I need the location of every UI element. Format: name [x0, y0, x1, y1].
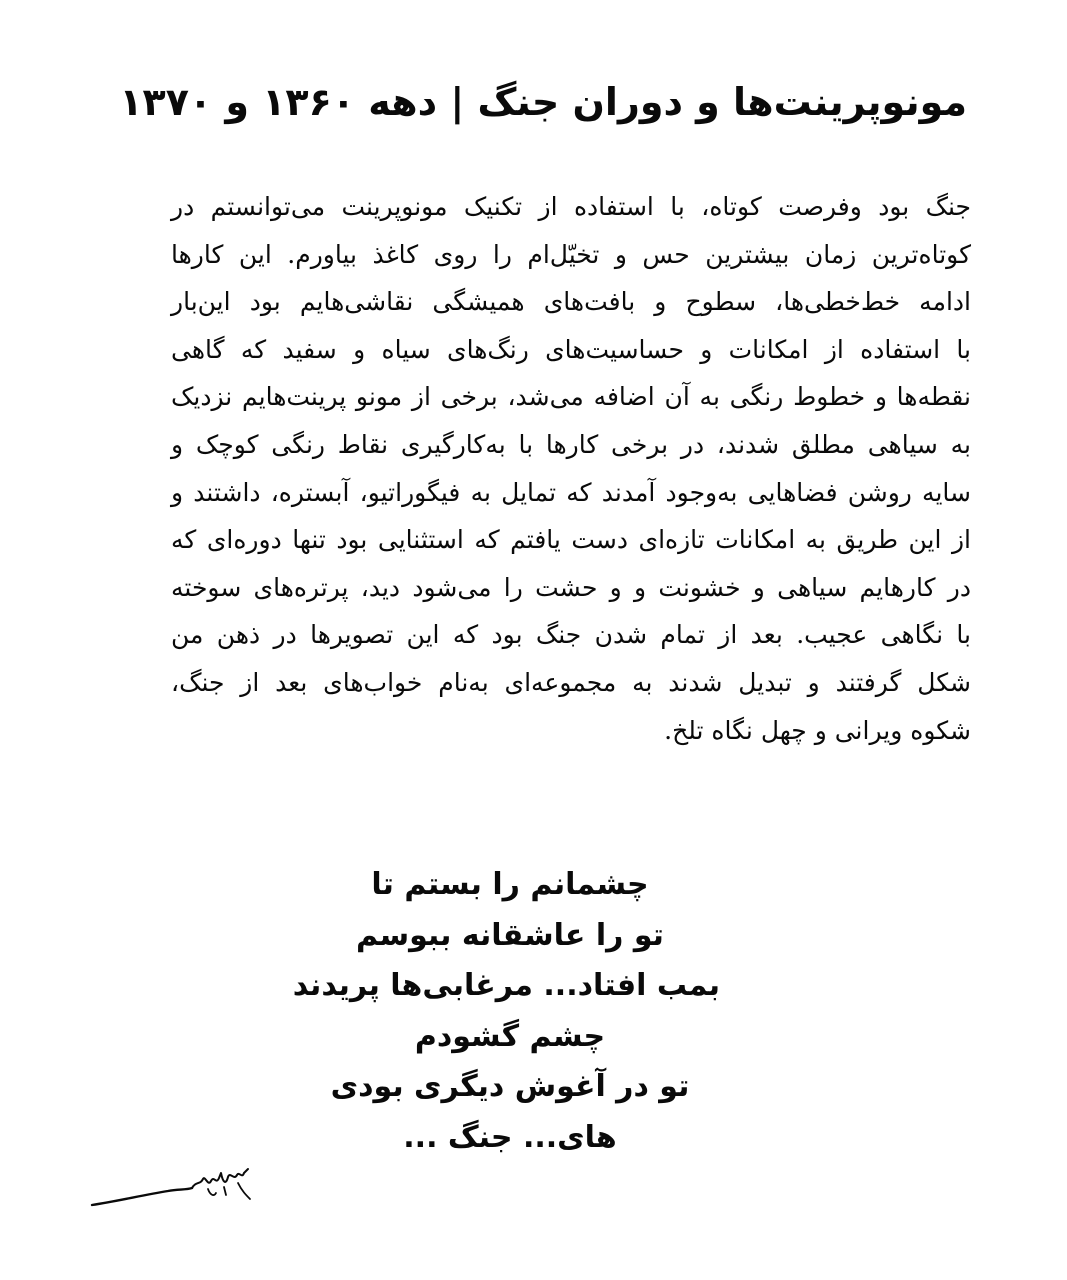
poem — [292, 860, 720, 1163]
signature-tail-stroke — [92, 1188, 192, 1205]
paragraph-line: سایه روشن فضاهایی به‌وجود آمدند که تمایل به فیگوراتیو، آبستره، داشتند و — [171, 477, 971, 507]
document-title: مونوپرینت‌ها و دوران جنگ | دهه ۱۳۶۰ و ۱۳۷۰ — [119, 80, 967, 124]
paragraph-line: ادامه خط‌خطی‌ها، سطوح و بافت‌های همیشگی نقاشی‌هایم بود این‌بار — [171, 287, 971, 317]
paragraph-line: شکل گرفتند و تبدیل شدند به مجموعه‌ای به‌نام خواب‌های بعد از جنگ، — [171, 667, 971, 697]
paragraph-line: در کارهایم سیاهی و خشونت و و حشت را می‌شود دید، پرتره‌های سوخته — [171, 572, 971, 602]
paragraph-line: شکوه ویرانی و چهل نگاه تلخ. — [664, 715, 971, 745]
poem-verse: چشمانم را بستم تا — [371, 867, 649, 902]
body-paragraph — [171, 183, 971, 754]
signature — [88, 1165, 258, 1215]
poem-verse: های... جنگ ... — [403, 1119, 617, 1155]
poem-verse: بمب افتاد... مرغابی‌ها پریدند — [292, 968, 720, 1003]
signature-flourish-stroke — [208, 1183, 250, 1199]
poem-verse: چشم گشودم — [414, 1018, 606, 1054]
poem-verse: تو در آغوش دیگری بودی — [330, 1069, 690, 1104]
paragraph-line: جنگ بود وفرصت کوتاه، با استفاده از تکنیک مونوپرینت می‌توانستم در — [171, 192, 971, 221]
paragraph-line: از این طریق به امکانات تازه‌ای دست یافتم که استثنایی بود تنها دوره‌ای که — [171, 525, 971, 555]
paragraph-line: با استفاده از امکانات و حساسیت‌های رنگ‌های سیاه و سفید که گاهی — [171, 334, 971, 364]
paragraph-line: نقطه‌ها و خطوط رنگی به آن اضافه می‌شد، برخی از مونو پرینت‌هایم نزدیک — [171, 382, 971, 412]
paragraph-line: کوتاه‌ترین زمان بیشترین حس و تخیّل‌ام را روی کاغذ بیاورم. این کارها — [171, 239, 971, 269]
paragraph-line: با نگاهی عجیب. بعد از تمام شدن جنگ بود که این تصویرها در ذهن من — [171, 620, 971, 650]
poem-verse: تو را عاشقانه ببوسم — [356, 917, 664, 953]
paragraph-line: به سیاهی مطلق شدند، در برخی کارها با به‌کارگیری نقاط رنگی کوچک و — [171, 429, 971, 459]
